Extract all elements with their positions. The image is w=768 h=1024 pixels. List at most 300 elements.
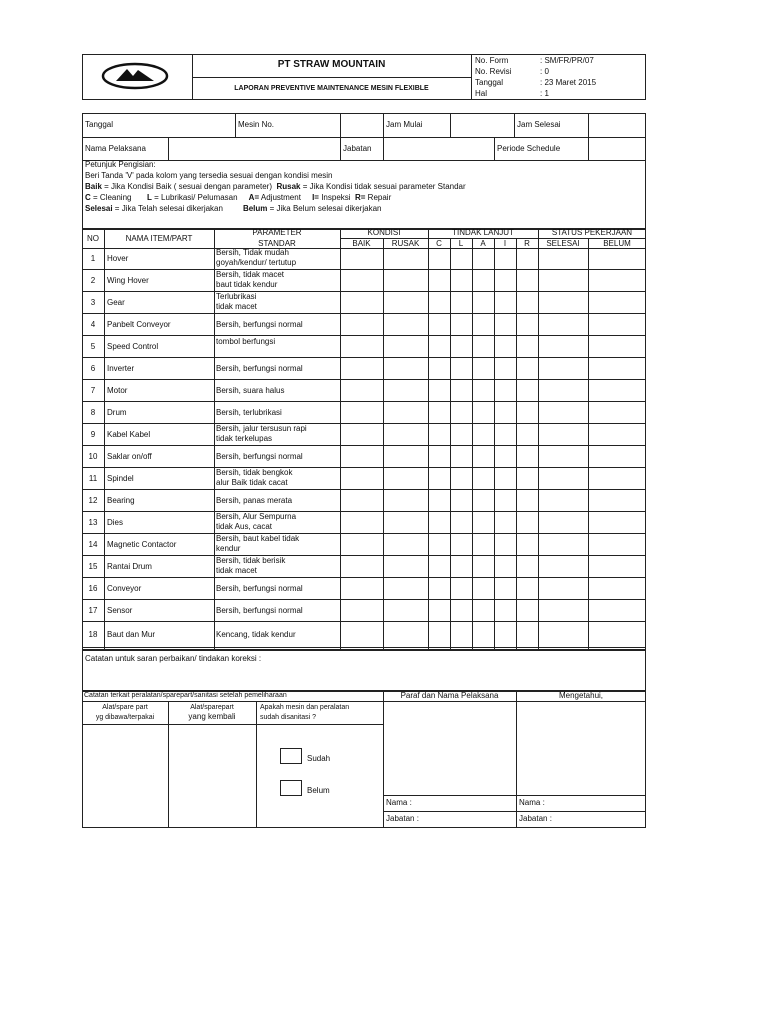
row-cell-i[interactable]: [495, 381, 516, 402]
paraf-signature-area[interactable]: [384, 702, 515, 794]
row-parameter: tombol berfungsi: [216, 337, 276, 346]
row-cell-l[interactable]: [451, 315, 472, 336]
row-cell-a[interactable]: [473, 579, 494, 600]
row-cell-belum[interactable]: [589, 337, 646, 358]
row-item-name: Spindel: [107, 474, 134, 483]
legend-l: L: [147, 193, 152, 202]
label-periode-schedule: Periode Schedule: [497, 144, 561, 153]
row-cell-baik[interactable]: [341, 623, 383, 648]
header-status-pekerjaan: STATUS PEKERJAAN: [551, 228, 633, 237]
row-cell-belum[interactable]: [589, 469, 646, 490]
row-cell-r[interactable]: [517, 601, 538, 622]
label-tanggal: Tanggal: [85, 120, 114, 129]
alat-kembali-label-1: Alat/sparepart: [190, 704, 234, 711]
row-cell-belum[interactable]: [589, 359, 646, 380]
row-item-name: Drum: [107, 408, 127, 417]
sanitasi-question-2: sudah disanitasi ?: [260, 714, 317, 721]
input-jabatan[interactable]: [384, 138, 493, 160]
row-cell-belum[interactable]: [589, 557, 646, 578]
row-cell-c[interactable]: [429, 535, 450, 556]
row-cell-r[interactable]: [517, 403, 538, 424]
row-cell-baik[interactable]: [341, 425, 383, 446]
legend-baik: Baik: [85, 182, 102, 191]
header-kondisi: KONDISI: [367, 228, 401, 237]
row-cell-r[interactable]: [517, 381, 538, 402]
info-row-divider: [82, 137, 646, 138]
row-cell-l[interactable]: [451, 513, 472, 534]
row-cell-r[interactable]: [517, 315, 538, 336]
row-cell-belum[interactable]: [589, 315, 646, 336]
row-cell-rusak[interactable]: [384, 359, 428, 380]
row-cell-selesai[interactable]: [539, 337, 588, 358]
row-cell-belum[interactable]: [589, 249, 646, 270]
row-item-name: Sensor: [107, 606, 133, 615]
row-parameter-line-1: Bersih, baut kabel tidak: [216, 534, 300, 543]
instructions-line-4: [85, 204, 381, 214]
legend-baik-desc: = Jika Kondisi Baik ( sesuai dengan parameter): [101, 182, 272, 191]
row-cell-belum[interactable]: [589, 403, 646, 424]
row-number: 8: [90, 408, 96, 417]
header-meta-divider: [471, 54, 472, 100]
meta-label-hal: Hal: [475, 89, 488, 98]
row-number: 9: [90, 430, 96, 439]
row-cell-c[interactable]: [429, 425, 450, 446]
row-cell-a[interactable]: [473, 513, 494, 534]
row-number: 5: [90, 342, 96, 351]
row-cell-rusak[interactable]: [384, 579, 428, 600]
row-cell-baik[interactable]: [341, 293, 383, 314]
row-parameter-line-2: tidak macet: [216, 566, 257, 575]
row-parameter-line-1: Bersih, tidak bengkok: [216, 468, 293, 477]
row-parameter-line-2: baut tidak kendur: [216, 280, 278, 289]
row-cell-belum[interactable]: [589, 623, 646, 648]
row-cell-i[interactable]: [495, 293, 516, 314]
row-cell-r[interactable]: [517, 513, 538, 534]
row-cell-baik[interactable]: [341, 447, 383, 468]
row-cell-selesai[interactable]: [539, 579, 588, 600]
label-jabatan: Jabatan: [343, 144, 372, 153]
row-cell-r[interactable]: [517, 271, 538, 292]
row-cell-l[interactable]: [451, 623, 472, 648]
row-number: 3: [90, 298, 96, 307]
row-cell-c[interactable]: [429, 359, 450, 380]
row-parameter-line-1: Bersih, tidak berisik: [216, 556, 286, 565]
row-cell-l[interactable]: [451, 579, 472, 600]
belum-label: Belum: [307, 786, 330, 795]
legend-r-desc: Repair: [365, 193, 392, 202]
input-jam-mulai[interactable]: [451, 114, 513, 136]
bottom-h-nama: [383, 795, 646, 796]
info-v5: [514, 113, 515, 137]
row-cell-rusak[interactable]: [384, 293, 428, 314]
row-cell-i[interactable]: [495, 315, 516, 336]
row-cell-c[interactable]: [429, 447, 450, 468]
row-cell-a[interactable]: [473, 425, 494, 446]
row-cell-selesai[interactable]: [539, 381, 588, 402]
row-item-name: Inverter: [107, 364, 135, 373]
header-nama-item: NAMA ITEM/PART: [125, 234, 193, 243]
legend-a: A=: [248, 193, 260, 202]
row-cell-i[interactable]: [495, 579, 516, 600]
row-cell-r[interactable]: [517, 535, 538, 556]
belum-checkbox[interactable]: [280, 780, 302, 796]
row-cell-selesai[interactable]: [539, 557, 588, 578]
row-cell-r[interactable]: [517, 337, 538, 358]
row-cell-a[interactable]: [473, 469, 494, 490]
row-cell-selesai[interactable]: [539, 425, 588, 446]
meta-label-no-revisi: No. Revisi: [475, 67, 512, 76]
row-cell-rusak[interactable]: [384, 601, 428, 622]
row-number: 15: [88, 562, 98, 571]
row-cell-selesai[interactable]: [539, 469, 588, 490]
row-cell-c[interactable]: [429, 491, 450, 512]
row-cell-belum[interactable]: [589, 447, 646, 468]
row-cell-i[interactable]: [495, 535, 516, 556]
legend-c-desc: = Cleaning: [90, 193, 132, 202]
row-cell-c[interactable]: [429, 623, 450, 648]
header-r: R: [524, 239, 530, 248]
row-item-name: Panbelt Conveyor: [107, 320, 171, 329]
legend-belum-desc: = Jika Belum selesai dikerjakan: [267, 204, 382, 213]
row-cell-a[interactable]: [473, 601, 494, 622]
row-cell-l[interactable]: [451, 403, 472, 424]
row-cell-r[interactable]: [517, 447, 538, 468]
row-cell-a[interactable]: [473, 315, 494, 336]
row-cell-l[interactable]: [451, 337, 472, 358]
row-cell-belum[interactable]: [589, 271, 646, 292]
row-cell-r[interactable]: [517, 249, 538, 270]
row-parameter: Bersih, berfungsi normal: [216, 364, 303, 373]
row-parameter-line-2: tidak Aus, cacat: [216, 522, 273, 531]
row-cell-l[interactable]: [451, 425, 472, 446]
row-cell-i[interactable]: [495, 447, 516, 468]
report-title: LAPORAN PREVENTIVE MAINTENANCE MESIN FLEXIBLE: [234, 85, 429, 92]
paraf-jabatan-label: Jabatan :: [386, 814, 419, 823]
sudah-checkbox[interactable]: [280, 748, 302, 764]
row-cell-c[interactable]: [429, 381, 450, 402]
row-cell-baik[interactable]: [341, 381, 383, 402]
row-cell-c[interactable]: [429, 403, 450, 424]
row-cell-belum[interactable]: [589, 491, 646, 512]
alat-dibawa-label-1: Alat/spare part: [102, 704, 148, 711]
instructions-line-2: [85, 182, 466, 192]
row-cell-i[interactable]: [495, 469, 516, 490]
alat-dibawa-label-2: yg dibawa/terpakai: [95, 714, 155, 721]
row-cell-a[interactable]: [473, 359, 494, 380]
row-cell-c[interactable]: [429, 337, 450, 358]
row-cell-c[interactable]: [429, 469, 450, 490]
row-cell-l[interactable]: [451, 491, 472, 512]
row-parameter-line-2: tidak macet: [216, 302, 257, 311]
row-cell-r[interactable]: [517, 469, 538, 490]
row-cell-baik[interactable]: [341, 271, 383, 292]
row-cell-r[interactable]: [517, 623, 538, 648]
row-cell-baik[interactable]: [341, 337, 383, 358]
row-cell-selesai[interactable]: [539, 403, 588, 424]
row-number: 14: [88, 540, 98, 549]
row-cell-i[interactable]: [495, 337, 516, 358]
alat-kembali-area[interactable]: [169, 725, 255, 827]
row-cell-i[interactable]: [495, 557, 516, 578]
row-parameter: Bersih, berfungsi normal: [216, 320, 303, 329]
row-cell-a[interactable]: [473, 293, 494, 314]
row-cell-belum[interactable]: [589, 381, 646, 402]
row-cell-c[interactable]: [429, 579, 450, 600]
row-item-name: Magnetic Contactor: [107, 540, 177, 549]
row-cell-a[interactable]: [473, 535, 494, 556]
row-cell-baik[interactable]: [341, 491, 383, 512]
row-number: 16: [88, 584, 98, 593]
row-item-name: Baut dan Mur: [107, 630, 156, 639]
row-cell-l[interactable]: [451, 469, 472, 490]
row-cell-l[interactable]: [451, 249, 472, 270]
row-cell-c[interactable]: [429, 249, 450, 270]
row-cell-l[interactable]: [451, 271, 472, 292]
paraf-nama-label: Nama :: [386, 798, 412, 807]
row-cell-l[interactable]: [451, 381, 472, 402]
row-cell-i[interactable]: [495, 271, 516, 292]
legend-rusak: Rusak: [276, 182, 301, 191]
row-parameter: Bersih, berfungsi normal: [216, 606, 303, 615]
row-parameter-line-1: Bersih, tidak macet: [216, 270, 285, 279]
mengetahui-jabatan-label: Jabatan :: [519, 814, 552, 823]
input-mesin-no[interactable]: [341, 114, 382, 136]
meta-value-no-revisi: : 0: [540, 67, 549, 76]
row-cell-i[interactable]: [495, 623, 516, 648]
row-cell-i[interactable]: [495, 359, 516, 380]
row-item-name: Wing Hover: [107, 276, 149, 285]
row-number: 6: [90, 364, 96, 373]
meta-value-hal: : 1: [540, 89, 549, 98]
row-parameter-line-1: Terlubrikasi: [216, 292, 257, 301]
paraf-label: Paraf dan Nama Pelaksana: [400, 691, 499, 700]
row-number: 12: [88, 496, 98, 505]
row-parameter: Bersih, berfungsi normal: [216, 452, 303, 461]
row-cell-rusak[interactable]: [384, 557, 428, 578]
row-cell-c[interactable]: [429, 601, 450, 622]
row-cell-baik[interactable]: [341, 535, 383, 556]
bottom-v-alat2: [256, 701, 257, 828]
row-cell-i[interactable]: [495, 249, 516, 270]
row-number: 4: [90, 320, 96, 329]
header-standar: STANDAR: [258, 239, 296, 248]
row-cell-baik[interactable]: [341, 315, 383, 336]
header-baik: BAIK: [352, 239, 371, 248]
mengetahui-signature-area[interactable]: [517, 702, 645, 794]
row-cell-selesai[interactable]: [539, 359, 588, 380]
row-parameter-line-2: goyah/kendur/ tertutup: [216, 258, 297, 267]
legend-belum: Belum: [242, 204, 268, 213]
header-title-divider: [192, 77, 471, 78]
row-cell-c[interactable]: [429, 271, 450, 292]
row-cell-a[interactable]: [473, 381, 494, 402]
row-cell-c[interactable]: [429, 315, 450, 336]
row-cell-a[interactable]: [473, 557, 494, 578]
instructions-line-3: [85, 193, 391, 203]
label-jam-selesai: Jam Selesai: [517, 120, 561, 129]
legend-i-desc: Inspeksi: [318, 193, 351, 202]
row-cell-baik[interactable]: [341, 359, 383, 380]
row-parameter-line-2: kendur: [216, 544, 241, 553]
row-cell-c[interactable]: [429, 293, 450, 314]
row-cell-rusak[interactable]: [384, 381, 428, 402]
legend-r: R=: [355, 193, 366, 202]
legend-c: C: [85, 193, 91, 202]
row-number: 18: [88, 630, 98, 639]
row-cell-l[interactable]: [451, 557, 472, 578]
row-cell-belum[interactable]: [589, 535, 646, 556]
catatan-terkait-label: Catatan terkait peralatan/sparepart/sanitasi setelah pemeliharaan: [84, 692, 287, 699]
row-cell-i[interactable]: [495, 491, 516, 512]
meta-label-no-form: No. Form: [475, 56, 509, 65]
legend-l-desc: = Lubrikasi/ Pelumasan: [151, 193, 238, 202]
row-cell-l[interactable]: [451, 293, 472, 314]
row-cell-a[interactable]: [473, 447, 494, 468]
row-cell-selesai[interactable]: [539, 535, 588, 556]
row-cell-l[interactable]: [451, 601, 472, 622]
row-parameter: Bersih, suara halus: [216, 386, 285, 395]
row-item-name: Rantai Drum: [107, 562, 152, 571]
legend-selesai-desc: = Jika Telah selesai dikerjakan: [112, 204, 223, 213]
row-cell-r[interactable]: [517, 293, 538, 314]
row-cell-i[interactable]: [495, 403, 516, 424]
row-cell-a[interactable]: [473, 623, 494, 648]
row-number: 1: [90, 254, 96, 263]
mountain-logo-icon: [100, 62, 170, 90]
meta-value-no-form: : SM/FR/PR/07: [540, 56, 594, 65]
row-cell-rusak[interactable]: [384, 447, 428, 468]
label-nama-pelaksana: Nama Pelaksana: [85, 144, 146, 153]
row-cell-selesai[interactable]: [539, 315, 588, 336]
row-cell-r[interactable]: [517, 359, 538, 380]
row-cell-a[interactable]: [473, 403, 494, 424]
row-parameter: Kencang, tidak kendur: [216, 630, 296, 639]
row-cell-a[interactable]: [473, 491, 494, 512]
header-rusak: RUSAK: [391, 239, 420, 248]
row-parameter-line-1: Bersih, Tidak mudah: [216, 248, 289, 257]
row-cell-baik[interactable]: [341, 557, 383, 578]
header-c: C: [436, 239, 442, 248]
sanitasi-question-1: Apakah mesin dan peralatan: [260, 704, 350, 711]
row-number: 11: [88, 474, 98, 483]
input-periode-schedule[interactable]: [589, 138, 645, 160]
legend-selesai: Selesai: [85, 204, 113, 213]
row-cell-c[interactable]: [429, 513, 450, 534]
input-nama-pelaksana[interactable]: [169, 138, 339, 160]
row-cell-baik[interactable]: [341, 469, 383, 490]
row-number: 7: [90, 386, 96, 395]
row-parameter-line-2: alur Baik tidak cacat: [216, 478, 288, 487]
input-tanggal[interactable]: [150, 114, 234, 136]
row-cell-l[interactable]: [451, 447, 472, 468]
row-cell-belum[interactable]: [589, 601, 646, 622]
row-cell-r[interactable]: [517, 579, 538, 600]
row-parameter: Bersih, berfungsi normal: [216, 584, 303, 593]
header-selesai: SELESAI: [546, 239, 580, 248]
row-cell-baik[interactable]: [341, 601, 383, 622]
header-belum: BELUM: [603, 239, 631, 248]
mengetahui-nama-label: Nama :: [519, 798, 545, 807]
row-cell-selesai[interactable]: [539, 491, 588, 512]
header-parameter: PARAMETER: [252, 228, 302, 237]
row-cell-l[interactable]: [451, 359, 472, 380]
row-cell-rusak[interactable]: [384, 535, 428, 556]
row-cell-baik[interactable]: [341, 579, 383, 600]
row-item-name: Hover: [107, 254, 129, 263]
row-cell-belum[interactable]: [589, 513, 646, 534]
catatan-saran-box[interactable]: [82, 650, 646, 691]
row-cell-selesai[interactable]: [539, 623, 588, 648]
row-cell-i[interactable]: [495, 601, 516, 622]
row-cell-r[interactable]: [517, 557, 538, 578]
row-cell-baik[interactable]: [341, 249, 383, 270]
header-no: NO: [87, 234, 99, 243]
row-cell-a[interactable]: [473, 337, 494, 358]
info-v10: [494, 137, 495, 161]
row-cell-selesai[interactable]: [539, 447, 588, 468]
row-cell-a[interactable]: [473, 249, 494, 270]
row-number: 13: [88, 518, 98, 527]
row-cell-rusak[interactable]: [384, 425, 428, 446]
row-number: 17: [88, 606, 98, 615]
company-name: PT STRAW MOUNTAIN: [277, 59, 386, 70]
row-cell-rusak[interactable]: [384, 403, 428, 424]
header-l: L: [458, 239, 464, 248]
row-cell-baik[interactable]: [341, 513, 383, 534]
row-cell-belum[interactable]: [589, 425, 646, 446]
row-cell-belum[interactable]: [589, 579, 646, 600]
row-cell-rusak[interactable]: [384, 491, 428, 512]
row-cell-rusak[interactable]: [384, 469, 428, 490]
row-cell-selesai[interactable]: [539, 249, 588, 270]
row-item-name: Bearing: [107, 496, 135, 505]
row-cell-selesai[interactable]: [539, 601, 588, 622]
row-cell-baik[interactable]: [341, 403, 383, 424]
row-parameter-line-1: Bersih, Alur Sempurna: [216, 512, 297, 521]
row-cell-r[interactable]: [517, 425, 538, 446]
row-cell-selesai[interactable]: [539, 513, 588, 534]
row-parameter-line-1: Bersih, jalur tersusun rapi: [216, 424, 307, 433]
input-jam-selesai[interactable]: [589, 114, 645, 136]
row-cell-belum[interactable]: [589, 293, 646, 314]
catatan-saran-label: Catatan untuk saran perbaikan/ tindakan koreksi :: [85, 654, 262, 663]
row-cell-i[interactable]: [495, 425, 516, 446]
row-cell-rusak[interactable]: [384, 315, 428, 336]
alat-kembali-label-2: yang kembali: [188, 712, 236, 721]
legend-rusak-desc: = Jika Kondisi tidak sesuai parameter Standar: [300, 182, 466, 191]
row-cell-rusak[interactable]: [384, 271, 428, 292]
row-cell-selesai[interactable]: [539, 293, 588, 314]
row-cell-a[interactable]: [473, 271, 494, 292]
row-cell-l[interactable]: [451, 535, 472, 556]
info-v8: [340, 137, 341, 161]
row-cell-c[interactable]: [429, 557, 450, 578]
row-parameter: Bersih, terlubrikasi: [216, 408, 282, 417]
row-cell-r[interactable]: [517, 491, 538, 512]
row-cell-selesai[interactable]: [539, 271, 588, 292]
label-jam-mulai: Jam Mulai: [386, 120, 423, 129]
row-cell-rusak[interactable]: [384, 337, 428, 358]
row-cell-rusak[interactable]: [384, 513, 428, 534]
label-mesin-no: Mesin No.: [238, 120, 275, 129]
row-cell-rusak[interactable]: [384, 623, 428, 648]
row-cell-rusak[interactable]: [384, 249, 428, 270]
row-cell-i[interactable]: [495, 513, 516, 534]
row-item-name: Saklar on/off: [107, 452, 152, 461]
row-parameter: Bersih, panas merata: [216, 496, 293, 505]
row-item-name: Speed Control: [107, 342, 159, 351]
alat-dibawa-area[interactable]: [83, 725, 167, 827]
